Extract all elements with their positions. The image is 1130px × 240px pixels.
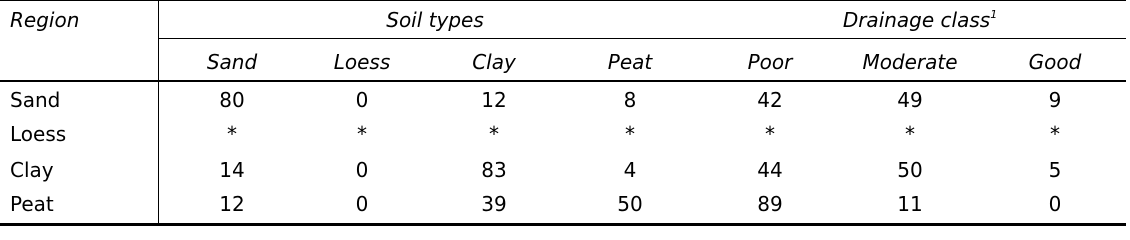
top-rule <box>0 0 1126 1</box>
table-cell: 80 <box>219 88 245 112</box>
table-cell: 4 <box>623 158 637 182</box>
col-header-loess: Loess <box>333 50 391 74</box>
table-cell: * <box>625 122 635 146</box>
row-label-loess: Loess <box>10 122 67 146</box>
table-cell: * <box>227 122 237 146</box>
table-cell: 12 <box>481 88 507 112</box>
table-cell: 83 <box>481 158 507 182</box>
group-rule <box>158 38 1126 39</box>
table-cell: 11 <box>897 192 923 216</box>
table-cell: 49 <box>897 88 923 112</box>
table-cell: 44 <box>757 158 783 182</box>
drainage-class-label: Drainage class <box>842 8 991 32</box>
table-cell: 12 <box>219 192 245 216</box>
col-header-poor: Poor <box>747 50 793 74</box>
drainage-class-header <box>760 8 1080 36</box>
col-header-clay: Clay <box>472 50 516 74</box>
table-cell: * <box>1050 122 1060 146</box>
table-cell: 0 <box>1048 192 1062 216</box>
footnote-marker: 1 <box>990 8 998 21</box>
table-cell: 0 <box>355 192 369 216</box>
region-header: Region <box>10 8 80 32</box>
col-header-moderate: Moderate <box>862 50 958 74</box>
bottom-rule <box>0 223 1126 226</box>
soil-types-header: Soil types <box>386 8 484 32</box>
table-cell: 89 <box>757 192 783 216</box>
row-label-clay: Clay <box>10 158 54 182</box>
row-label-sand: Sand <box>10 88 61 112</box>
table-cell: 42 <box>757 88 783 112</box>
table-cell: * <box>357 122 367 146</box>
table-cell: * <box>765 122 775 146</box>
table-cell: 8 <box>623 88 637 112</box>
col-header-sand: Sand <box>206 50 258 74</box>
table-cell: * <box>489 122 499 146</box>
table-cell: 50 <box>897 158 923 182</box>
row-label-peat: Peat <box>10 192 54 216</box>
table-cell: 50 <box>617 192 643 216</box>
table-cell: 0 <box>355 88 369 112</box>
region-separator <box>158 0 159 223</box>
col-header-good: Good <box>1028 50 1082 74</box>
header-rule <box>0 80 1126 82</box>
table-cell: 9 <box>1048 88 1062 112</box>
table-cell: 39 <box>481 192 507 216</box>
table-cell: * <box>905 122 915 146</box>
table-cell: 5 <box>1048 158 1062 182</box>
col-header-peat: Peat <box>607 50 653 74</box>
table-cell: 14 <box>219 158 245 182</box>
table-cell: 0 <box>355 158 369 182</box>
